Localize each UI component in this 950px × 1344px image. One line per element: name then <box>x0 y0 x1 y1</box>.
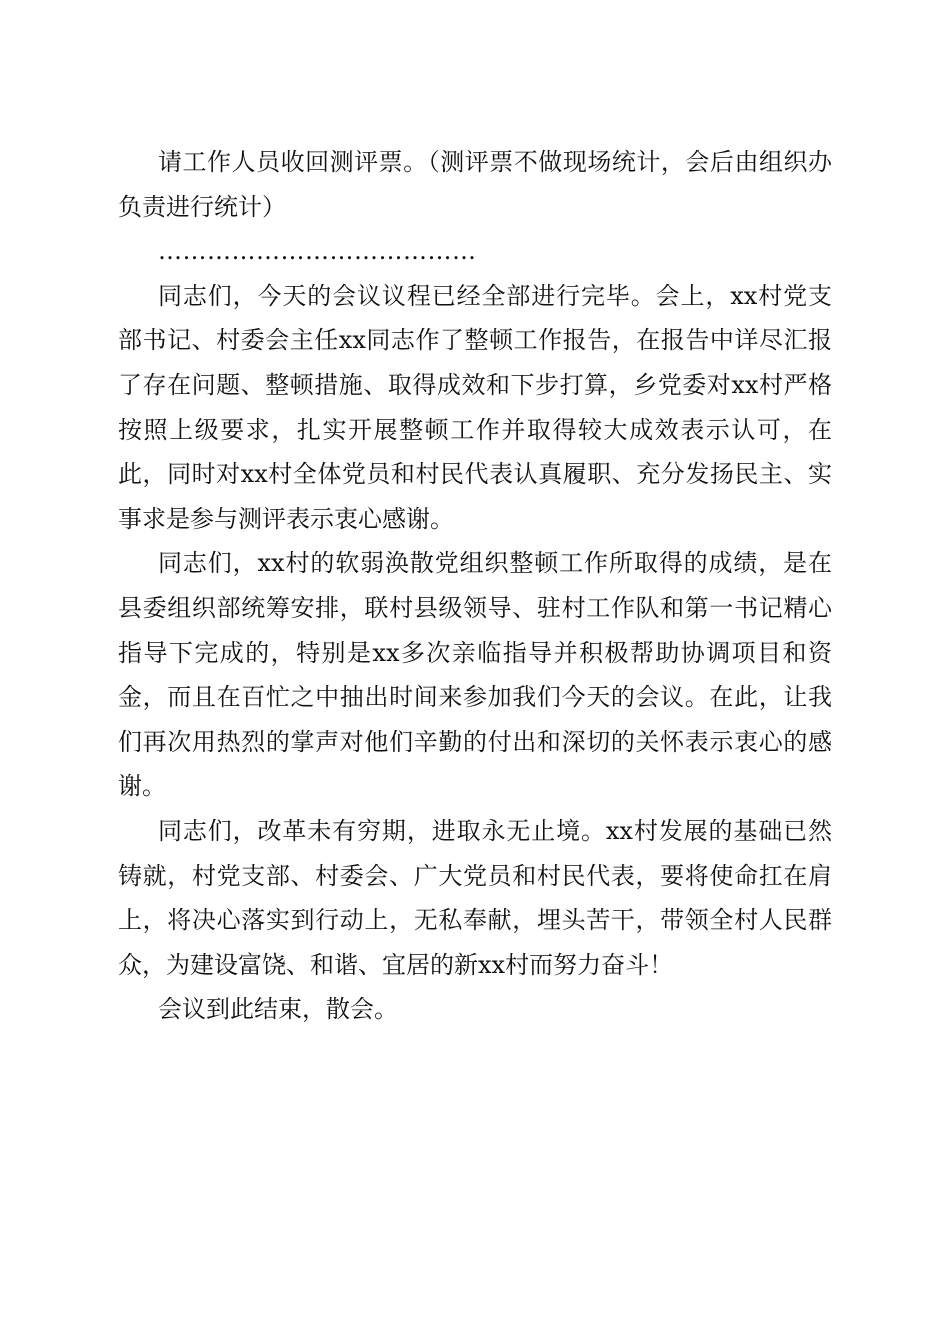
paragraph-meeting-summary: 同志们，今天的会议议程已经全部进行完毕。会上，xx村党支部书记、村委会主任xx同志作了整顿工作报告，在报告中详尽汇报了存在问题、整顿措施、取得成效和下步打算，乡党委对xx村严格按照上级要求，扎实开展整顿工作并取得较大成效表示认可，在此，同时对xx村全体党员和村民代表认真履职、充分发扬民主、实事求是参与测评表示衷心感谢。 <box>118 281 832 533</box>
paragraph-acknowledgement: 同志们，xx村的软弱涣散党组织整顿工作所取得的成绩，是在县委组织部统筹安排，联村县级领导、驻村工作队和第一书记精心指导下完成的，特别是xx多次亲临指导并积极帮助协调项目和资金，而且在百忙之中抽出时间来参加我们今天的会议。在此，让我们再次用热烈的掌声对他们辛勤的付出和深切的关怀表示衷心的感谢。 <box>118 549 832 801</box>
paragraph-closing: 会议到此结束，散会。 <box>158 995 398 1024</box>
paragraph-collect-ballots: 请工作人员收回测评票。（测评票不做现场统计，会后由组织办负责进行统计） <box>118 148 832 221</box>
ellipsis-separator: ………………………………… <box>158 237 477 266</box>
document-body <box>118 140 832 1032</box>
paragraph-call-to-action: 同志们，改革未有穷期，进取永无止境。xx村发展的基础已然铸就，村党支部、村委会、广大党员和村民代表，要将使命扛在肩上，将决心落实到行动上，无私奉献，埋头苦干，带领全村人民群众，为建设富饶、和谐、宜居的新xx村而努力奋斗！ <box>118 816 832 979</box>
